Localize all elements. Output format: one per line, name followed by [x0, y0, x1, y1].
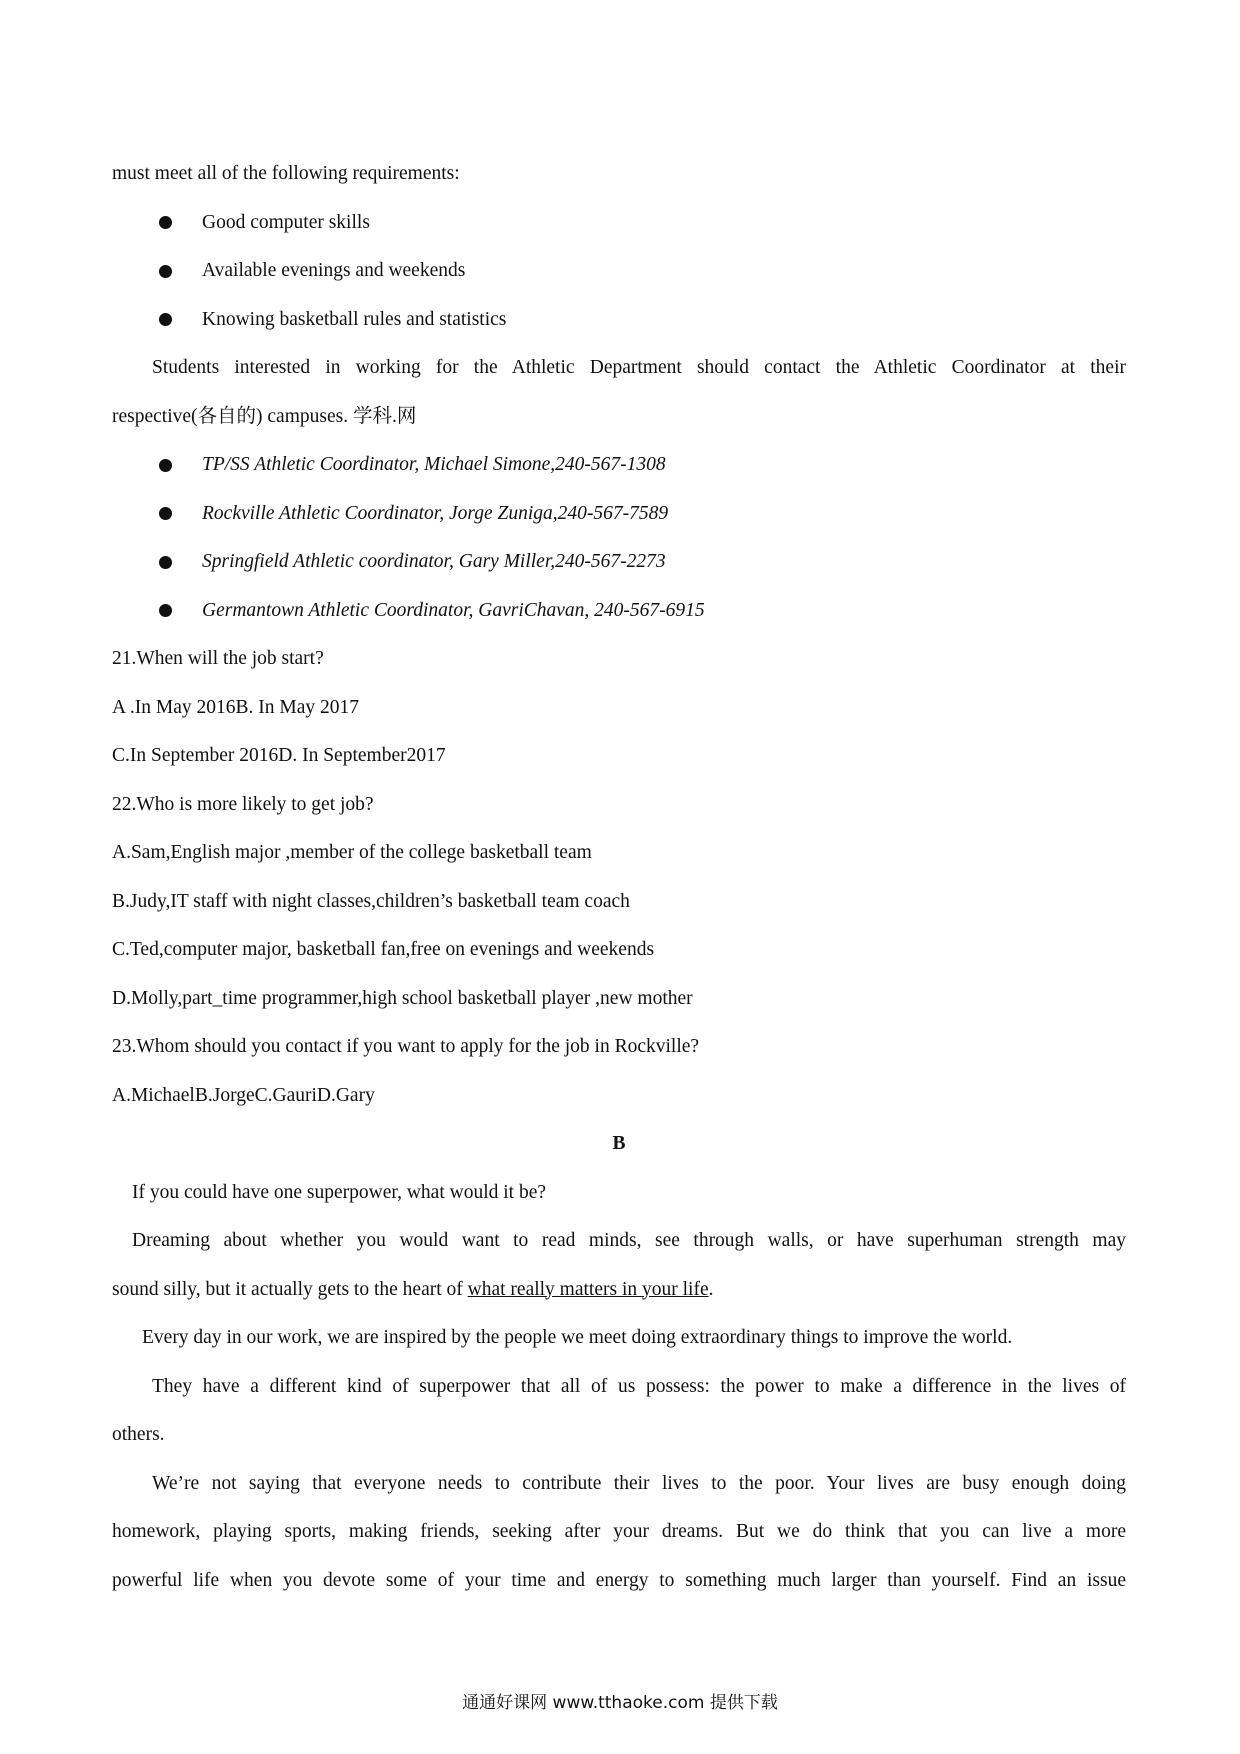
- question-23: 23.Whom should you contact if you want to apply for the job in Rockville?: [112, 1036, 700, 1057]
- question-22-option: D.Molly,part_time programmer,high school basketball player ,new mother: [112, 987, 693, 1009]
- contact-paragraph-line-2: respective(各自的) campuses. 学科.网: [112, 405, 417, 427]
- bullet-icon: [159, 265, 172, 278]
- passage-b-paragraph-2-line-1: Dreaming about whether you would want to read minds, see through walls, or have superhuman strength may: [132, 1230, 1126, 1251]
- question-21-options-cd: C.In September 2016D. In September2017: [112, 745, 446, 766]
- question-22-option: A.Sam,English major ,member of the college basketball team: [112, 842, 592, 863]
- question-21-options-ab: A .In May 2016B. In May 2017: [112, 696, 359, 718]
- page-footer: 通通好课网 www.tthaoke.com 提供下载: [462, 1693, 778, 1713]
- bullet-icon: [159, 313, 172, 326]
- intro-text: must meet all of the following requirements:: [112, 163, 460, 184]
- question-23-options: A.MichaelB.JorgeC.GauriD.Gary: [112, 1084, 375, 1106]
- bullet-icon: [159, 604, 172, 617]
- passage-b-paragraph-5-line-1: We’re not saying that everyone needs to contribute their lives to the poor. Your lives are busy enough doing: [152, 1472, 1126, 1494]
- list-item: TP/SS Athletic Coordinator, Michael Simone,240-567-1308: [112, 441, 1126, 490]
- section-heading: B: [612, 1133, 626, 1154]
- bullet-icon: [159, 216, 172, 229]
- bullet-icon: [159, 507, 172, 520]
- list-item: Available evenings and weekends: [112, 247, 1126, 296]
- passage-b-paragraph-4-line-2: others.: [112, 1424, 165, 1445]
- bullet-icon: [159, 556, 172, 569]
- question-21: 21.When will the job start?: [112, 648, 324, 669]
- contact-paragraph-line-1: Students interested in working for the Athletic Department should contact the Athletic Coordinator at their: [152, 357, 1126, 378]
- passage-b-paragraph-1: If you could have one superpower, what would it be?: [132, 1181, 547, 1203]
- passage-b-paragraph-5-line-3: powerful life when you devote some of your time and energy to something much larger than yourself. Find an issue: [112, 1569, 1126, 1591]
- passage-b-paragraph-5-line-2: homework, playing sports, making friends, seeking after your dreams. But we do think that you can live a more: [112, 1521, 1126, 1542]
- list-item: Good computer skills: [112, 199, 1126, 248]
- list-item: Springfield Athletic coordinator, Gary Miller,240-567-2273: [112, 538, 1126, 587]
- list-item: Germantown Athletic Coordinator, GavriChavan, 240-567-6915: [112, 587, 1126, 636]
- question-22-option: B.Judy,IT staff with night classes,children’s basketball team coach: [112, 890, 630, 912]
- list-item: Rockville Athletic Coordinator, Jorge Zuniga,240-567-7589: [112, 490, 1126, 539]
- question-22: 22.Who is more likely to get job?: [112, 793, 374, 815]
- underlined-phrase: what really matters in your life: [467, 1278, 709, 1300]
- passage-b-paragraph-4-line-1: They have a different kind of superpower that all of us possess: the power to make a difference in the lives of: [152, 1375, 1126, 1397]
- bullet-icon: [159, 459, 172, 472]
- list-item: Knowing basketball rules and statistics: [112, 296, 1126, 345]
- passage-b-paragraph-2-line-2: sound silly, but it actually gets to the heart of what really matters in your life.: [112, 1278, 714, 1300]
- question-22-option: C.Ted,computer major, basketball fan,free on evenings and weekends: [112, 939, 655, 960]
- passage-b-paragraph-3: Every day in our work, we are inspired by the people we meet doing extraordinary things to improve the world.: [142, 1327, 1013, 1348]
- document-page: [112, 150, 1126, 1605]
